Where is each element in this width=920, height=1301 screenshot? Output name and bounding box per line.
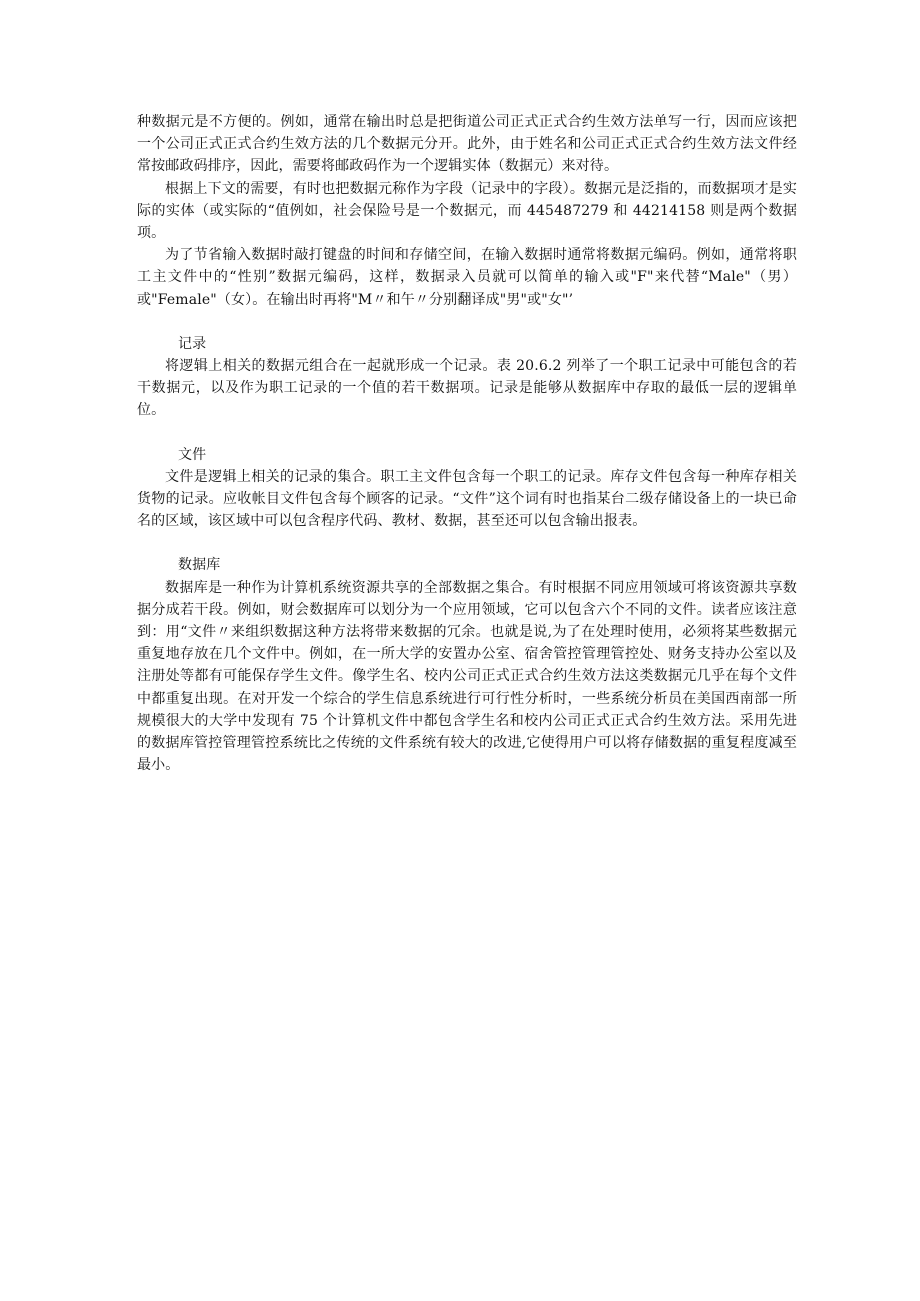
paragraph-data-encoding: 为了节省输入数据时敲打键盘的时间和存储空间，在输入数据时通常将数据元编码。例如，通常将职工主文件中的“性别”数据元编码，这样，数据录入员就可以简单的输入或"F"来代替“Male"（男）或"Female"（女）。在输出时再将"M〃和午〃分别翻译成"男"或"女"’: [137, 247, 797, 308]
paragraph-field-definition: 根据上下文的需要，有时也把数据元称作为字段（记录中的字段）。数据元是泛指的，而数据项才是实际的实体（或实际的“值例如，社会保险号是一个数据元，而 445487279 和 44214158 则是两个数据项。: [137, 180, 797, 242]
section-heading-record: 记录: [178, 335, 207, 352]
section-database: [137, 554, 797, 776]
paragraph-data-element-inconvenience: 种数据元是不方便的。例如，通常在输出时总是把街道公司正式正式合约生效方法单写一行，因而应该把一个公司正式正式合约生效方法的几个数据元分开。此外，由于姓名和公司正式正式合约生效方法文件经常按邮政码排序，因此，需要将邮政码作为一个逻辑实体（数据元）来对待。: [137, 114, 797, 175]
section-file: [137, 444, 797, 533]
section-heading-file: 文件: [178, 446, 207, 463]
section-heading-database: 数据库: [178, 557, 221, 574]
document-page: [137, 111, 797, 776]
section-body-record: 将逻辑上相关的数据元组合在一起就形成一个记录。表 20.6.2 列举了一个职工记录中可能包含的若干数据元，以及作为职工记录的一个值的若干数据项。记录是能够从数据库中存取的最低一层的逻辑单位。: [137, 358, 797, 419]
section-body-file: 文件是逻辑上相关的记录的集合。职工主文件包含每一个职工的记录。库存文件包含每一种库存相关货物的记录。应收帐目文件包含每个顾客的记录。“文件”这个词有时也指某台二级存储设备上的一块已命名的区域，该区域中可以包含程序代码、教材、数据，甚至还可以包含输出报表。: [137, 468, 797, 530]
section-body-database: 数据库是一种作为计算机系统资源共享的全部数据之集合。有时根据不同应用领域可将该资源共享数据分成若干段。例如，财会数据库可以划分为一个应用领域，它可以包含六个不同的文件。读者应该注意到：用“文件〃来组织数据这种方法将带来数据的冗余。也就是说,为了在处理时使用，必须将某些数据元重复地存放在几个文件中。例如，在一所大学的安置办公室、宿舍管控管理管控处、财务支持办公室以及注册处等都有可能保存学生文件。像学生名、校内公司正式正式合约生效方法这类数据元几乎在每个文件中都重复出现。在对开发一个综合的学生信息系统进行可行性分析时，一些系统分析员在美国西南部一所规模很大的大学中发现有 75 个计算机文件中都包含学生名和校内公司正式正式合约生效方法。采用先进的数据库管控管理管控系统比之传统的文件系统有较大的改进,它使得用户可以将存储数据的重复程度减至最小。: [137, 579, 797, 774]
section-record: [137, 333, 797, 422]
